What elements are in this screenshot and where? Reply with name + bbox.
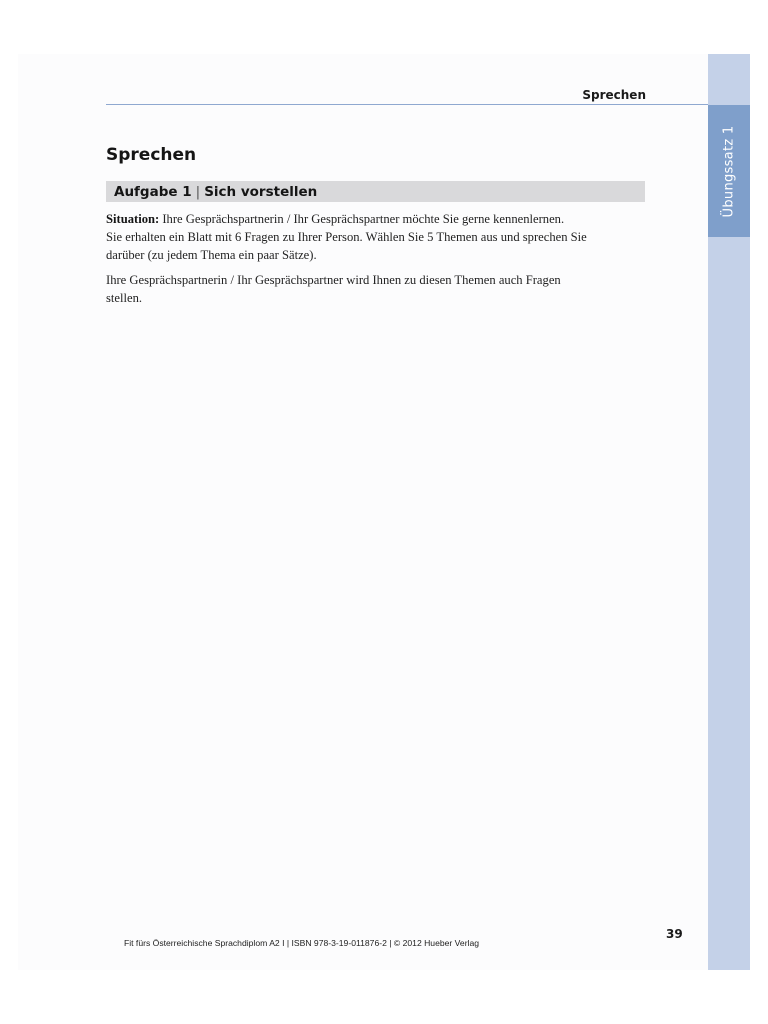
- situation-line-3: darüber (zu jedem Thema ein paar Sätze).: [106, 248, 317, 262]
- task-heading-bar: [106, 181, 645, 202]
- task-separator: |: [195, 183, 201, 200]
- task-number: Aufgabe 1: [114, 183, 192, 200]
- questions-paragraph: [106, 271, 651, 307]
- situation-paragraph: [106, 210, 651, 264]
- situation-line-2: Sie erhalten ein Blatt mit 6 Fragen zu Ihrer Person. Wählen Sie 5 Themen aus und sprechen Sie: [106, 230, 587, 244]
- header-rule: [106, 104, 708, 105]
- questions-line-2: stellen.: [106, 291, 143, 305]
- section-title: Sprechen: [106, 145, 197, 165]
- questions-line-1: Ihre Gesprächspartnerin / Ihr Gesprächspartner wird Ihnen zu diesen Themen auch Fragen: [106, 273, 561, 287]
- situation-label: Situation:: [106, 212, 160, 226]
- situation-text-1: Ihre Gesprächspartnerin / Ihr Gesprächspartner möchte Sie gerne kennenlernen.: [159, 212, 565, 226]
- task-heading: [114, 184, 317, 200]
- page-number: 39: [666, 927, 683, 941]
- running-header: Sprechen: [582, 88, 646, 102]
- footer-credit: Fit fürs Österreichische Sprachdiplom A2 I | ISBN 978-3-19-011876-2 | © 2012 Hueber Verlag: [124, 938, 480, 948]
- side-tab-label-wrap: [708, 105, 750, 237]
- side-tab-label: Übungssatz 1: [721, 125, 737, 217]
- task-title: Sich vorstellen: [204, 183, 318, 200]
- situation-line-1: [106, 210, 651, 228]
